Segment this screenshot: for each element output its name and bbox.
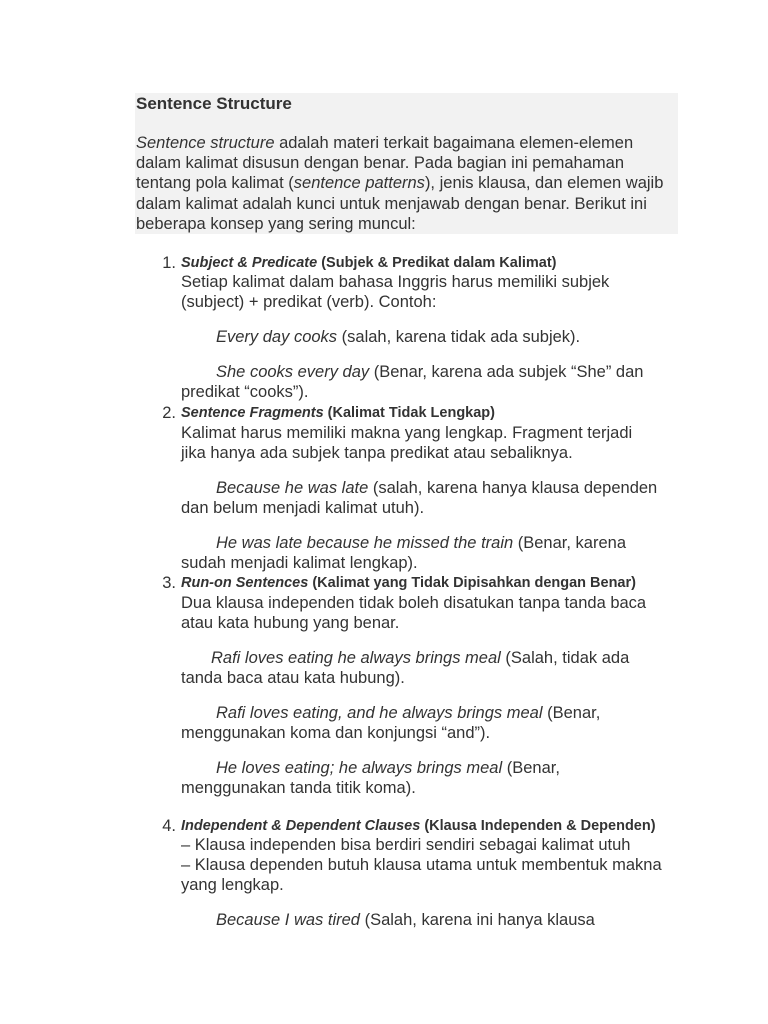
example-note: (Benar, karena ada subjek “She” dan predikat “cooks”). — [181, 363, 644, 401]
example-italic: Every day cooks — [216, 328, 338, 346]
heading-rest: (Kalimat Tidak Lengkap) — [323, 405, 495, 421]
heading-rest: (Klausa Independen & Dependen) — [420, 818, 656, 834]
item-heading — [181, 817, 656, 835]
example-line — [181, 759, 591, 798]
heading-italic: Sentence Fragments — [181, 405, 324, 421]
item-description: Setiap kalimat dalam bahasa Inggris harus memiliki subjek (subject) + predikat (verb). Contoh: — [181, 273, 610, 311]
item-description: Dua klausa independen tidak boleh disatukan tanpa tanda baca atau kata hubung yang benar. — [181, 594, 647, 632]
list-number: 2. — [162, 404, 176, 422]
example-line — [181, 911, 681, 931]
example-italic: Because I was tired — [216, 911, 360, 929]
intro-paragraph — [136, 133, 678, 234]
example-italic: He was late because he missed the train — [216, 534, 514, 552]
heading-rest: (Kalimat yang Tidak Dipisahkan dengan Benar) — [308, 575, 636, 591]
example-line — [181, 328, 681, 348]
clause-line: – Klausa independen bisa berdiri sendiri sebagai kalimat utuh — [181, 836, 631, 854]
example-note: (Salah, karena ini hanya klausa — [360, 911, 595, 929]
page-title: Sentence Structure — [136, 94, 292, 113]
list-number: 4. — [162, 817, 176, 835]
example-line — [181, 363, 661, 402]
example-line — [181, 649, 651, 688]
item-heading — [181, 404, 495, 422]
heading-italic: Subject & Predicate — [181, 255, 318, 271]
example-note: (salah, karena tidak ada subjek). — [337, 328, 581, 346]
list-number: 1. — [162, 254, 176, 272]
example-line — [181, 534, 651, 573]
example-italic: He loves eating; he always brings meal — [216, 759, 503, 777]
item-heading — [181, 254, 557, 272]
heading-rest: (Subjek & Predikat dalam Kalimat) — [317, 255, 557, 271]
intro-italic-term: Sentence structure — [136, 134, 275, 152]
example-note: (Salah, tidak ada tanda baca atau kata hubung). — [181, 649, 630, 687]
example-note: (Benar, menggunakan tanda titik koma). — [181, 759, 560, 797]
example-italic: Because he was late — [216, 479, 369, 497]
example-line — [181, 704, 631, 743]
intro-text-1: adalah materi terkait bagaimana elemen-elemen dalam kalimat disusun dengan benar. Pada bagian ini pemahaman tentang pola kalimat ( — [136, 134, 634, 193]
item-heading — [181, 574, 636, 592]
heading-italic: Independent & Dependent Clauses — [181, 818, 421, 834]
example-note: (salah, karena hanya klausa dependen dan belum menjadi kalimat utuh). — [181, 479, 658, 517]
example-italic: Rafi loves eating he always brings meal — [211, 649, 501, 667]
example-note: (Benar, menggunakan koma dan konjungsi “and”). — [181, 704, 601, 742]
example-line — [181, 479, 681, 518]
intro-text-2: ), jenis klausa, dan elemen wajib dalam kalimat adalah kunci untuk menjawab dengan benar. Berikut ini beberapa konsep yang sering muncul: — [136, 174, 664, 233]
example-italic: She cooks every day — [216, 363, 370, 381]
list-number: 3. — [162, 574, 176, 592]
example-note: (Benar, karena sudah menjadi kalimat lengkap). — [181, 534, 626, 572]
clause-line: – Klausa dependen butuh klausa utama untuk membentuk makna yang lengkap. — [181, 856, 662, 894]
example-italic: Rafi loves eating, and he always brings meal — [216, 704, 543, 722]
heading-italic: Run-on Sentences — [181, 575, 309, 591]
item-description: Kalimat harus memiliki makna yang lengkap. Fragment terjadi jika hanya ada subjek tanpa predikat atau sebaliknya. — [181, 424, 633, 462]
intro-italic-patterns: sentence patterns — [293, 174, 425, 193]
